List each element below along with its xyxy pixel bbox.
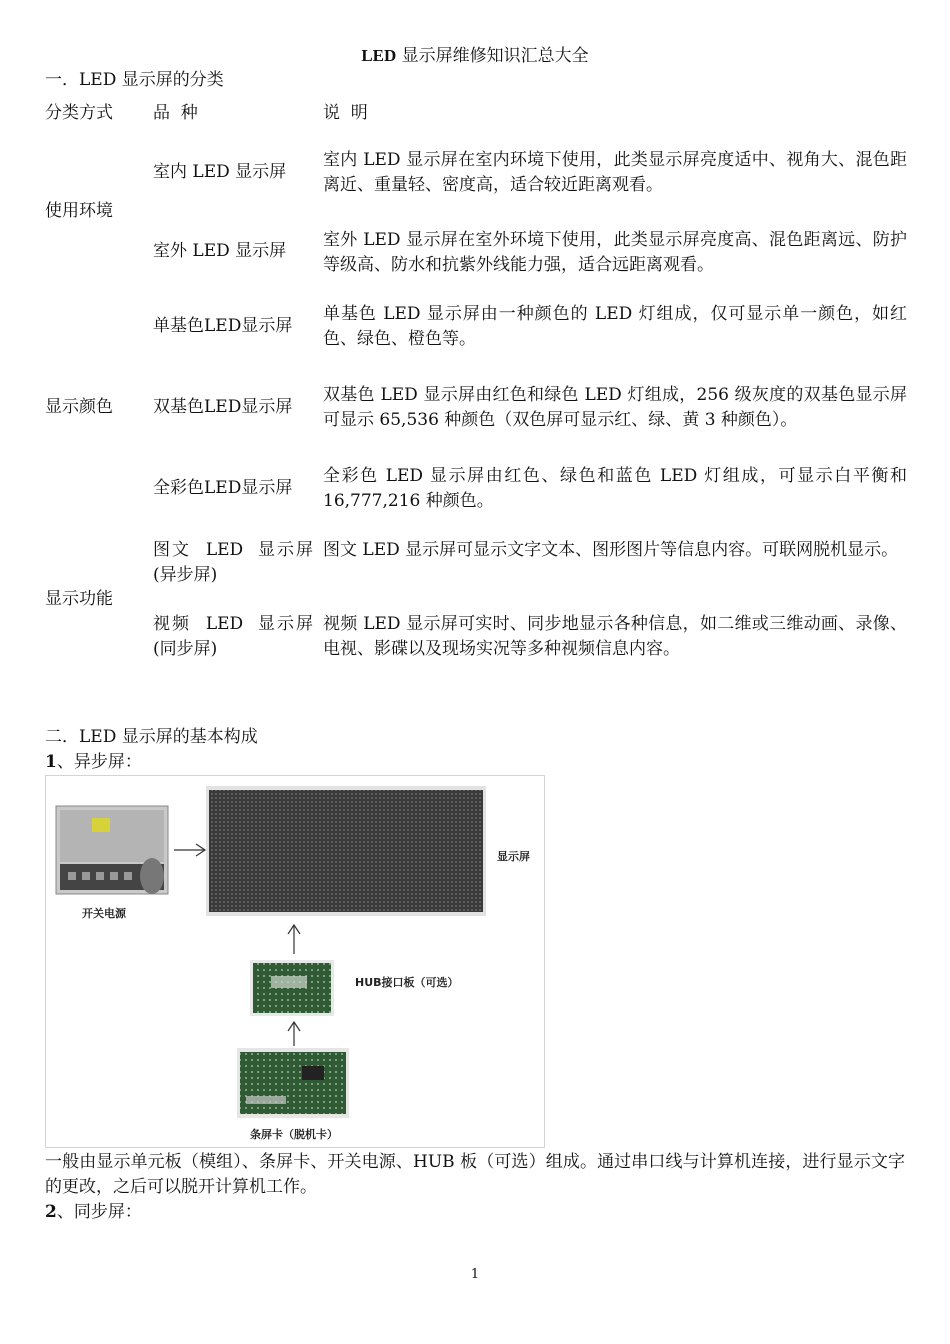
category-color: 显示颜色 — [45, 397, 113, 417]
label-hub-board: HUB接口板（可选） — [355, 976, 459, 989]
category-environment: 使用环境 — [45, 201, 113, 221]
section-heading-1: 一．LED 显示屏的分类 — [45, 70, 224, 90]
power-supply-image — [56, 806, 168, 894]
async-description: 一般由显示单元板（模组）、条屏卡、开关电源、HUB 板（可选）组成。通过串口线与计算机连接，进行显示文字的更改，之后可以脱开计算机工作。 — [45, 1152, 905, 1197]
arrow-up-icon — [288, 1022, 300, 1046]
subheading-sync: 2、同步屏： — [45, 1202, 142, 1222]
table-header-desc: 说 明 — [323, 103, 368, 123]
desc-video: 视频 LED 显示屏可实时、同步地显示各种信息，如二维或三维动画、录像、电视、影碟以及现场实况等多种视频信息内容。 — [323, 614, 907, 659]
label-power-supply: 开关电源 — [82, 907, 126, 920]
kind-indoor: 室内 LED 显示屏 — [153, 162, 287, 182]
desc-graphic: 图文 LED 显示屏可显示文字文本、图形图片等信息内容。可联网脱机显示。 — [323, 540, 899, 560]
desc-outdoor: 室外 LED 显示屏在室外环境下使用，此类显示屏亮度高、混色距离远、防护等级高、防水和抗紫外线能力强，适合远距离观看。 — [323, 230, 907, 275]
async-screen-diagram — [45, 775, 545, 1148]
hub-board-image — [250, 960, 334, 1016]
kind-dual-color: 双基色LED显示屏 — [153, 397, 293, 417]
desc-dual-color: 双基色 LED 显示屏由红色和绿色 LED 灯组成，256 级灰度的双基色显示屏可显示 65,536 种颜色（双色屏可显示红、绿、黄 3 种颜色）。 — [323, 385, 907, 430]
led-display-image — [206, 786, 486, 916]
table-header-kind: 品 种 — [153, 103, 198, 123]
kind-video-line2: (同步屏) — [153, 639, 218, 659]
label-strip-card: 条屏卡（脱机卡） — [250, 1128, 338, 1141]
strip-card-image — [237, 1048, 349, 1118]
arrow-right-icon — [174, 844, 205, 856]
kind-outdoor: 室外 LED 显示屏 — [153, 241, 287, 261]
kind-graphic-line2: (异步屏) — [153, 565, 218, 585]
desc-indoor: 室内 LED 显示屏在室内环境下使用，此类显示屏亮度适中、视角大、混色距离近、重量轻、密度高，适合较近距离观看。 — [323, 150, 907, 195]
desc-full-color: 全彩色 LED 显示屏由红色、绿色和蓝色 LED 灯组成，可显示白平衡和 16,777,216 种颜色。 — [323, 466, 907, 511]
label-display: 显示屏 — [497, 850, 530, 863]
kind-video-line1: 视频 LED 显示屏 — [153, 614, 313, 634]
desc-single-color: 单基色 LED 显示屏由一种颜色的 LED 灯组成，仅可显示单一颜色，如红色、绿色、橙色等。 — [323, 304, 907, 349]
arrow-up-icon — [288, 925, 300, 954]
document-title: LED 显示屏维修知识汇总大全 — [361, 46, 589, 66]
page-number: 1 — [470, 1267, 480, 1282]
subheading-async: 1、异步屏： — [45, 752, 142, 772]
category-function: 显示功能 — [45, 589, 113, 609]
kind-full-color: 全彩色LED显示屏 — [153, 478, 293, 498]
table-header-method: 分类方式 — [45, 103, 113, 123]
kind-graphic-line1: 图文 LED 显示屏 — [153, 540, 313, 560]
section-heading-2: 二．LED 显示屏的基本构成 — [45, 727, 258, 747]
diagram-graphics — [46, 776, 544, 1147]
kind-single-color: 单基色LED显示屏 — [153, 316, 293, 336]
